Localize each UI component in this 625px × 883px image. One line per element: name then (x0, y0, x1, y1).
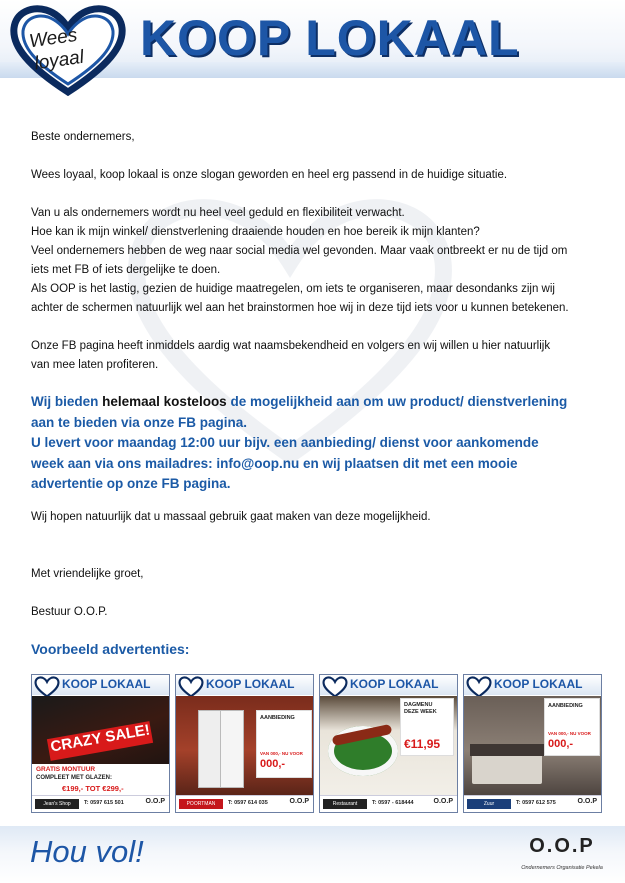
ad-photo (176, 696, 313, 795)
footer-logo-subtitle: Ondernemers Organisatie Pekela (521, 865, 603, 871)
paragraph-1 (31, 166, 591, 185)
footer-logo-mark: O.O.P (529, 835, 595, 857)
example-ads (31, 674, 599, 812)
footer-slogan: Hou vol! (30, 834, 144, 869)
logo-text-loyaal: loyaal (33, 46, 86, 75)
ad-photo (320, 696, 457, 795)
ad-brand: POORTMAN (179, 799, 223, 809)
ad-line-1: AANBIEDING (260, 715, 295, 721)
paragraph-3-line-2: van mee laten profiteren. (31, 359, 159, 371)
highlight-line-2: aan te bieden via onze FB pagina. (31, 414, 248, 430)
ad-title: KOOP LOKAAL (62, 677, 151, 691)
heart-icon (34, 676, 60, 698)
ad-line-2: GRATIS MONTUUR (36, 766, 96, 773)
ad-title: KOOP LOKAAL (494, 677, 583, 691)
ad-line-2: VAN 000,- NU VOOR (260, 751, 303, 756)
closing-text: Met vriendelijke groet, (31, 568, 144, 580)
ad-footer (320, 795, 457, 813)
highlight-line-3: U levert voor maandag 12:00 uur bijv. een aanbieding/ dienst voor aankomende (31, 435, 539, 450)
appliance-dryer (198, 710, 222, 788)
ad-photo (464, 696, 601, 795)
ad-panel (544, 698, 600, 756)
paragraph-2-line-2: Hoe kan ik mijn winkel/ dienstverlening draaiende houden en hoe bereik ik mijn klanten? (31, 226, 480, 238)
ad-footer (176, 795, 313, 813)
ad-price: €199,- TOT €299,- (62, 784, 124, 793)
ad-panel (32, 764, 169, 795)
ad-panel (400, 698, 454, 756)
ad-card-1[interactable] (31, 674, 170, 813)
ad-line-3: COMPLEET MET GLAZEN: (36, 775, 112, 781)
paragraph-2-line-4: iets met FB of iets dergelijke te doen. (31, 264, 221, 276)
ad-header (320, 675, 457, 695)
paragraph-2-line-3: Veel ondernemers hebben de weg naar social media wel gevonden. Maar vaak ontbreekt er nu de tijd om (31, 245, 568, 257)
ad-card-2[interactable] (175, 674, 314, 813)
ad-phone: T: 0597 612 575 (516, 800, 556, 806)
heart-icon (466, 676, 492, 698)
highlight-free: helemaal kosteloos (102, 394, 227, 409)
ad-header (32, 675, 169, 695)
paragraph-2 (31, 204, 591, 318)
ad-line-2: DEZE WEEK (404, 709, 437, 715)
appliance-washer (220, 710, 244, 788)
ad-line-2: VAN 000,- NU VOOR (548, 731, 591, 736)
paragraph-2-line-6: achter de schermen natuurlijk wel aan het brainstormen hoe wij in deze tijd iets voor u kunnen betekenen. (31, 302, 569, 314)
heart-logo (8, 4, 128, 96)
ad-price: €11,95 (404, 737, 441, 751)
ad-panel (256, 710, 312, 778)
greeting-text: Beste ondernemers, (31, 131, 135, 143)
logo-text-wees: Wees (27, 24, 79, 53)
ad-title: KOOP LOKAAL (350, 677, 439, 691)
letter-greeting (31, 128, 591, 147)
highlight-a: Wij bieden (31, 394, 103, 409)
paragraph-4-text: Wij hopen natuurlijk dat u massaal gebruik gaat maken van deze mogelijkheid. (31, 511, 431, 523)
ad-footer (464, 795, 601, 813)
ad-header (464, 675, 601, 695)
ad-brand: Restaurant (323, 799, 367, 809)
ad-card-4[interactable] (463, 674, 602, 813)
highlight-c: de mogelijkheid aan om uw product/ dienstverlening (226, 394, 568, 409)
signature-text: Bestuur O.O.P. (31, 606, 108, 618)
closing (31, 565, 591, 584)
heart-icon (322, 676, 348, 698)
ad-header (176, 675, 313, 695)
ad-oop-mark: O.O.P (577, 798, 597, 805)
heart-icon (178, 676, 204, 698)
ad-oop-mark: O.O.P (145, 798, 165, 805)
ad-title: KOOP LOKAAL (206, 677, 295, 691)
ad-line-1: AANBIEDING (548, 703, 583, 709)
bed-headboard (470, 744, 544, 756)
paragraph-2-line-1: Van u als ondernemers wordt nu heel veel geduld en flexibiliteit verwacht. (31, 207, 405, 219)
sale-text: CRAZY SALE! (49, 721, 152, 756)
paragraph-1-text: Wees loyaal, koop lokaal is onze slogan geworden en heel erg passend in de huidige situatie. (31, 169, 508, 181)
paragraph-3 (31, 337, 591, 375)
highlight-line-1 (31, 392, 591, 413)
ad-price: 000,- (548, 738, 574, 750)
highlight-line-5: advertentie op onze FB pagina. (31, 476, 231, 491)
ad-phone: T: 0597 614 035 (228, 800, 268, 806)
highlight-line-4: week aan via ons mailadres: info@oop.nu en wij plaatsen dit met een mooie (31, 455, 518, 471)
highlight-offer (31, 392, 591, 495)
ad-phone: T: 0597 615 501 (84, 800, 124, 806)
ad-price: 000,- (260, 758, 286, 770)
page-title: KOOP LOKAAL (140, 10, 520, 66)
ad-oop-mark: O.O.P (289, 798, 309, 805)
ad-phone: T: 0597 - 618444 (372, 800, 414, 806)
ad-card-3[interactable] (319, 674, 458, 813)
ad-photo (32, 696, 169, 795)
ad-brand: Jean's Shop (35, 799, 79, 809)
ad-footer (32, 795, 169, 813)
bed (472, 754, 542, 784)
ad-line-1: DAGMENU (404, 702, 433, 708)
signature (31, 603, 591, 622)
paragraph-3-line-1: Onze FB pagina heeft inmiddels aardig wat naamsbekendheid en volgers en wij willen u hier natuurlijk (31, 340, 551, 352)
examples-title: Voorbeeld advertenties: (31, 641, 190, 657)
paragraph-2-line-5: Als OOP is het lastig, gezien de huidige maatregelen, om iets te organiseren, maar desondanks zijn wij (31, 283, 555, 295)
ad-brand: Zuur (467, 799, 511, 809)
footer-logo (512, 835, 612, 879)
ad-oop-mark: O.O.P (433, 798, 453, 805)
paragraph-4 (31, 508, 591, 527)
